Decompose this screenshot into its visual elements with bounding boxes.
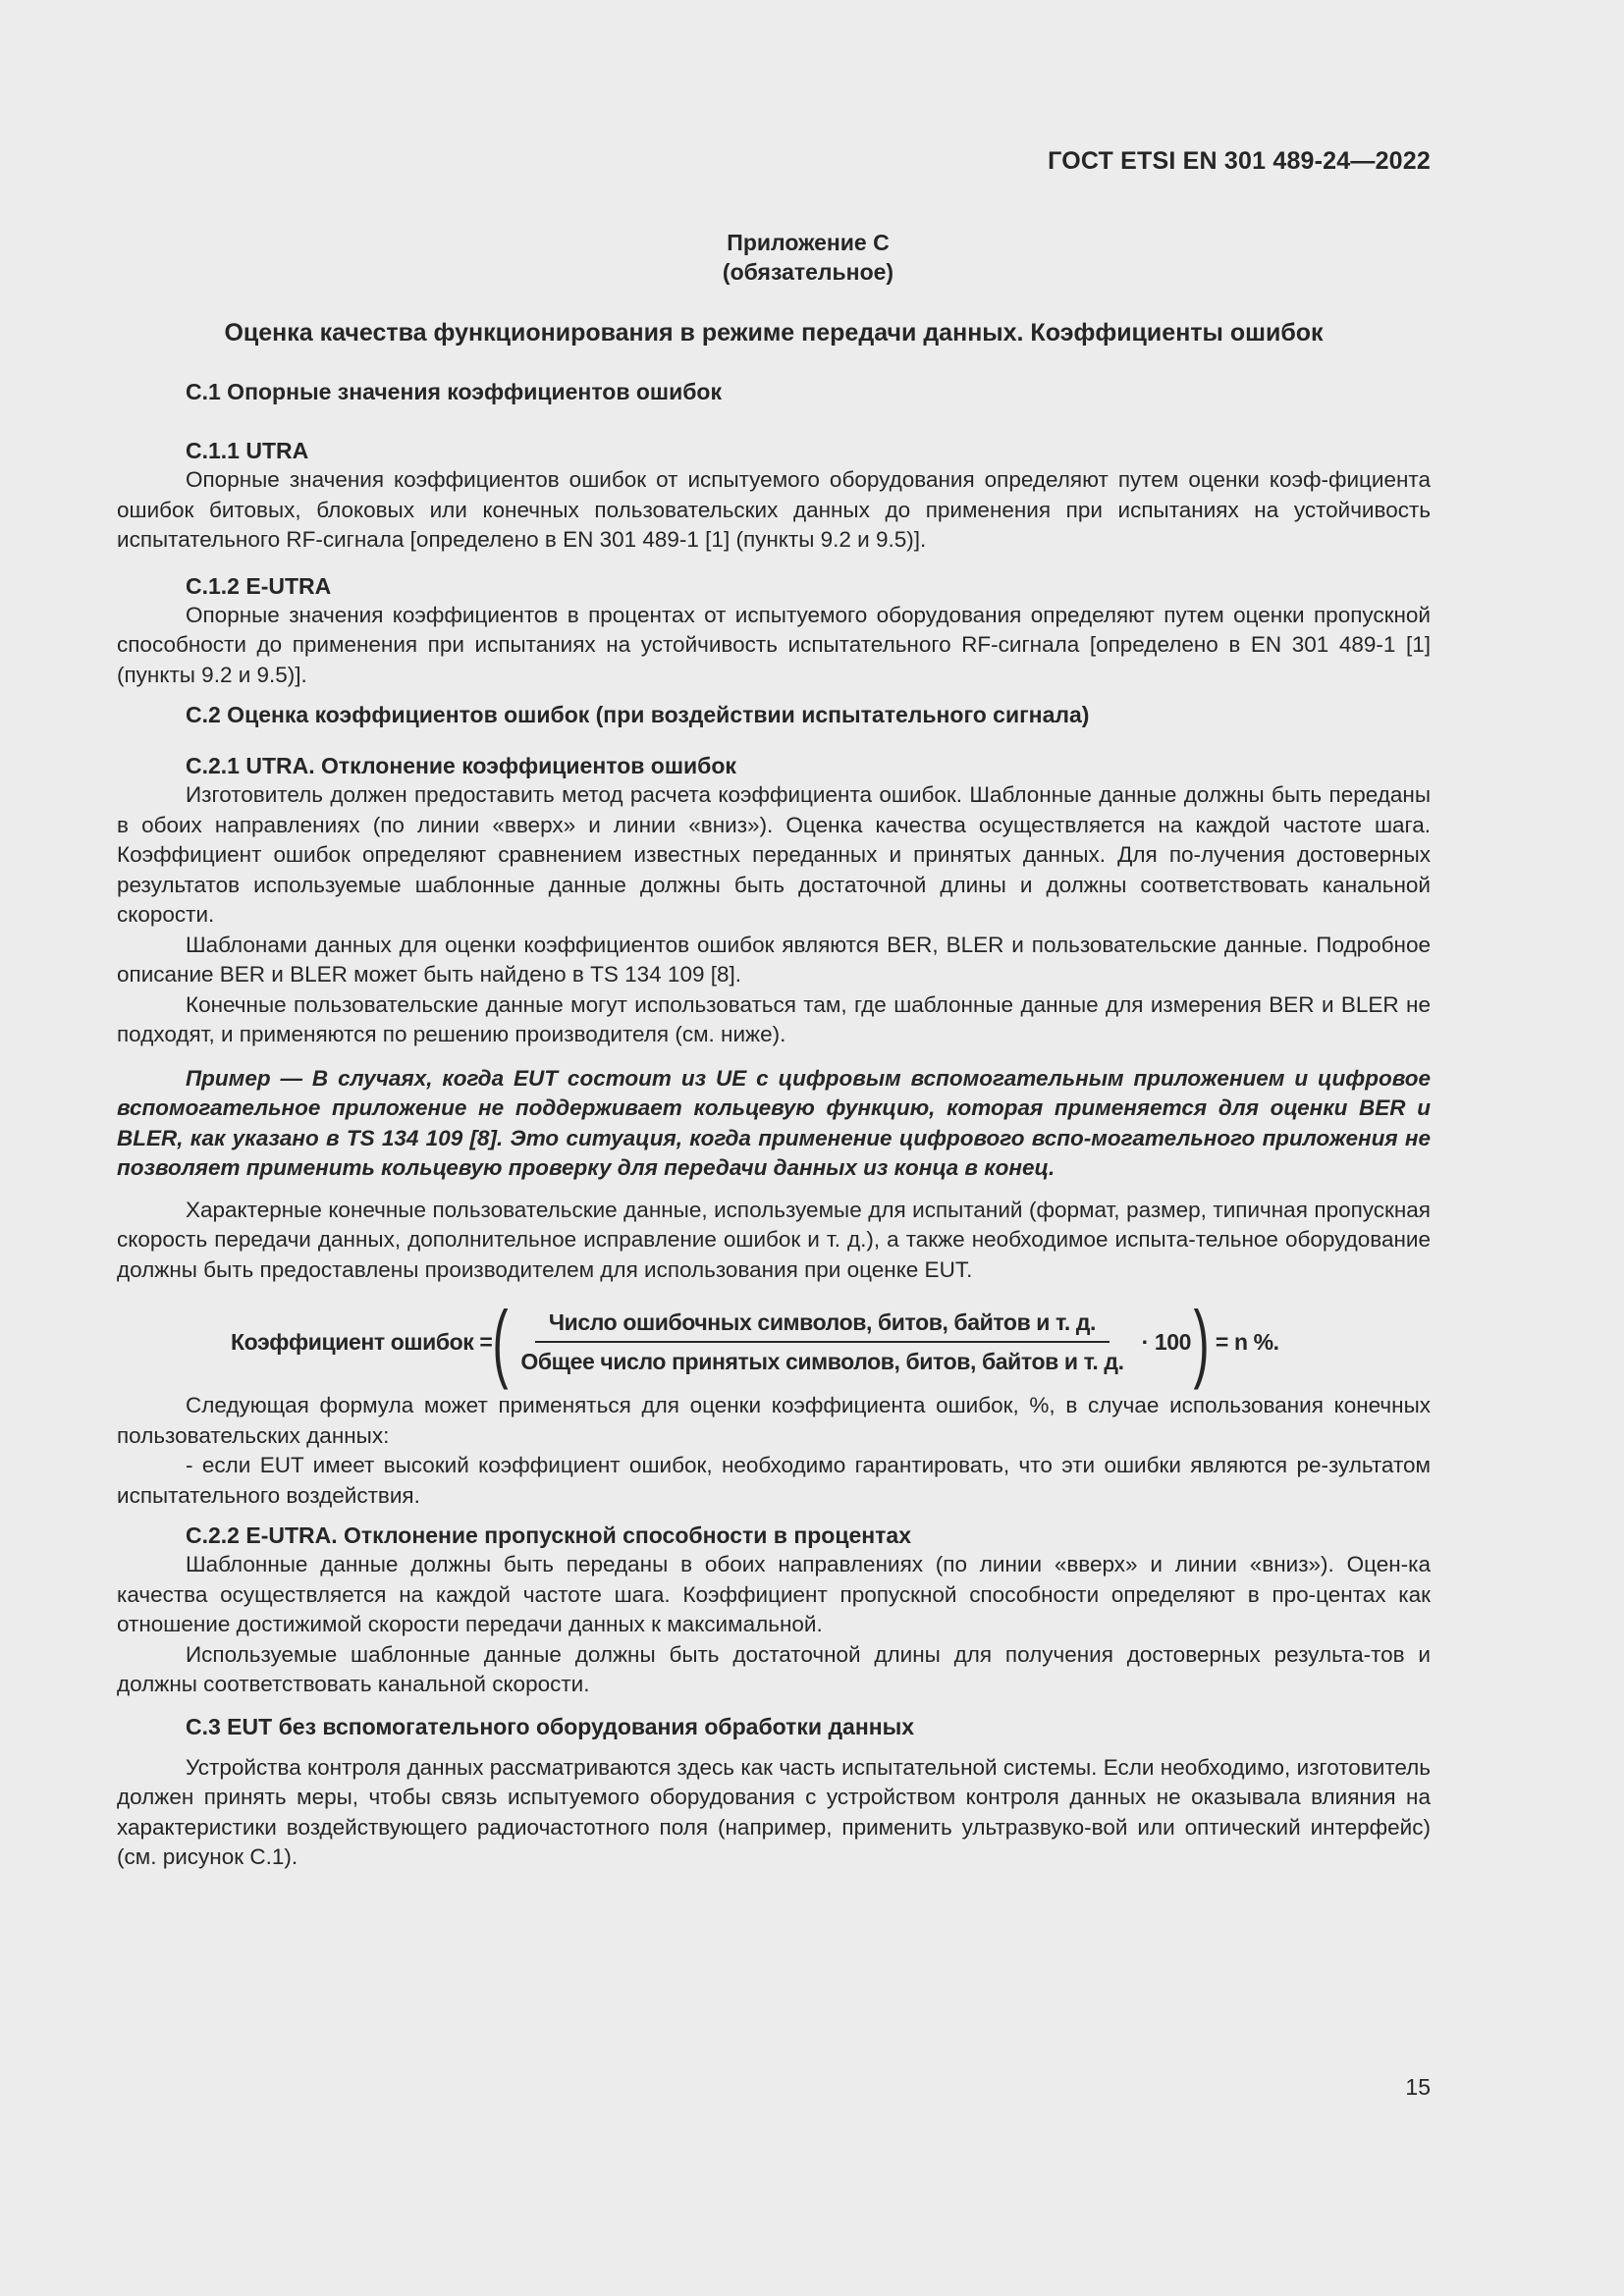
section-c2-1-heading: С.2.1 UTRA. Отклонение коэффициентов ошибок (186, 753, 736, 778)
section-c2-1-paragraph-5: Следующая формула может применяться для оценки коэффициента ошибок, %, в случае использования конечных пользовательских данных: (117, 1393, 1431, 1448)
section-c2-1-paragraph-4: Характерные конечные пользовательские данные, используемые для испытаний (формат, размер, типичная пропускная скорость передачи данных, дополнительное исправление ошибок и т. д.), а также необходимое испыта-тельное оборудование должны быть предоставлены производителем для использования при оценке EUT. (117, 1197, 1431, 1282)
section-c3-heading: С.3 EUT без вспомогательного оборудования обработки данных (186, 1713, 915, 1739)
example-note: Пример — В случаях, когда EUT состоит из UE с цифровым вспомогательным приложением и цифровое вспомогательное приложение не поддерживает кольцевую функцию, которая применяется для оценки BER и BLER, как указано в TS 134 109 [8]. Это ситуация, когда применение цифрового вспо-могательного приложения не позволяет применить кольцевую проверку для передачи данных из конца в конец. (117, 1065, 1431, 1180)
formula-denominator: Общее число принятых символов, битов, байтов и т. д. (520, 1349, 1124, 1374)
section-c2-1-paragraph-3: Конечные пользовательские данные могут использоваться там, где шаблонные данные для измерения BER и BLER не подходят, и применяются по решению производителя (см. ниже). (117, 991, 1431, 1046)
page-number: 15 (1405, 2074, 1431, 2100)
error-rate-formula (231, 1293, 1431, 1390)
section-c1-2-heading: С.1.2 E-UTRA (186, 572, 332, 599)
standard-code-header: ГОСТ ETSI EN 301 489-24—2022 (1048, 147, 1431, 175)
formula-lhs: Коэффициент ошибок = (231, 1328, 493, 1355)
section-c2-heading: С.2 Оценка коэффициентов ошибок (при воздействии испытательного сигнала) (186, 702, 1090, 727)
formula-multiplier: · 100 (1141, 1328, 1192, 1355)
section-c1-1-paragraph: Опорные значения коэффициентов ошибок от испытуемого оборудования определяют путем оценки коэф-фициента ошибок битовых, блоковых или конечных пользовательских данных до применения при испытаниях на устойчивость испытательного RF-сигнала [определено в EN 301 489-1 [1] (пункты 9.2 и 9.5)]. (117, 467, 1431, 552)
section-c1-1-heading: С.1.1 UTRA (186, 438, 309, 463)
section-c1-2-paragraph: Опорные значения коэффициентов в процентах от испытуемого оборудования определяют путем оценки пропускной способности до применения при испытаниях на устойчивость испытательного RF-сигнала [определено в EN 301 489-1 [1] (пункты 9.2 и 9.5)]. (117, 602, 1431, 687)
section-c2-2-paragraph-1: Шаблонные данные должны быть переданы в обоих направлениях (по линии «вверх» и линии «вниз»). Оцен-ка качества осуществляется на каждой частоте шага. Коэффициент пропускной способности определяют в про-центах как отношение достижимой скорости передачи данных к максимальной. (117, 1552, 1431, 1636)
section-c2-1-paragraph-6: - если EUT имеет высокий коэффициент ошибок, необходимо гарантировать, что эти ошибки являются ре-зультатом испытательного воздействия. (117, 1453, 1431, 1508)
section-c2-1-paragraph-1: Изготовитель должен предоставить метод расчета коэффициента ошибок. Шаблонные данные должны быть переданы в обоих направлениях (по линии «вверх» и линии «вниз»). Оценка качества осуществляется на каждой частоте шага. Коэффициент ошибок определяют сравнением известных переданных и принятых данных. Для по-лучения достоверных результатов используемые шаблонные данные должны быть достаточной длины и должны соответствовать канальной скорости. (117, 782, 1431, 927)
section-c2-2-paragraph-2: Используемые шаблонные данные должны быть достаточной длины для получения достоверных результа-тов и должны соответствовать канальной скорости. (117, 1641, 1431, 1696)
left-parenthesis: ( (492, 1293, 509, 1390)
right-parenthesis: ) (1193, 1293, 1210, 1390)
page-content (117, 228, 1431, 1873)
formula-fraction (514, 1308, 1129, 1377)
formula-result: = n %. (1215, 1328, 1279, 1355)
section-c2-2-heading: С.2.2 E-UTRA. Отклонение пропускной способности в процентах (186, 1522, 911, 1548)
annex-type: (обязательное) (722, 259, 894, 285)
formula-numerator: Число ошибочных символов, битов, байтов и т. д. (535, 1308, 1110, 1344)
section-c1-heading: С.1 Опорные значения коэффициентов ошибок (186, 379, 722, 404)
main-title: Оценка качества функционирования в режиме передачи данных. Коэффициенты ошибок (224, 319, 1324, 347)
section-c3-paragraph: Устройства контроля данных рассматриваются здесь как часть испытательной системы. Если необходимо, изготовитель должен принять меры, чтобы связь испытуемого оборудования с устройством контроля данных не оказывала влияния на характеристики воздействующего радиочастотного поля (например, применить ультразвуко-вой или оптический интерфейс) (см. рисунок С.1). (117, 1754, 1431, 1869)
section-c2-1-paragraph-2: Шаблонами данных для оценки коэффициентов ошибок являются BER, BLER и пользовательские данные. Подробное описание BER и BLER может быть найдено в TS 134 109 [8]. (117, 932, 1431, 987)
annex-title: Приложение С (727, 230, 890, 255)
